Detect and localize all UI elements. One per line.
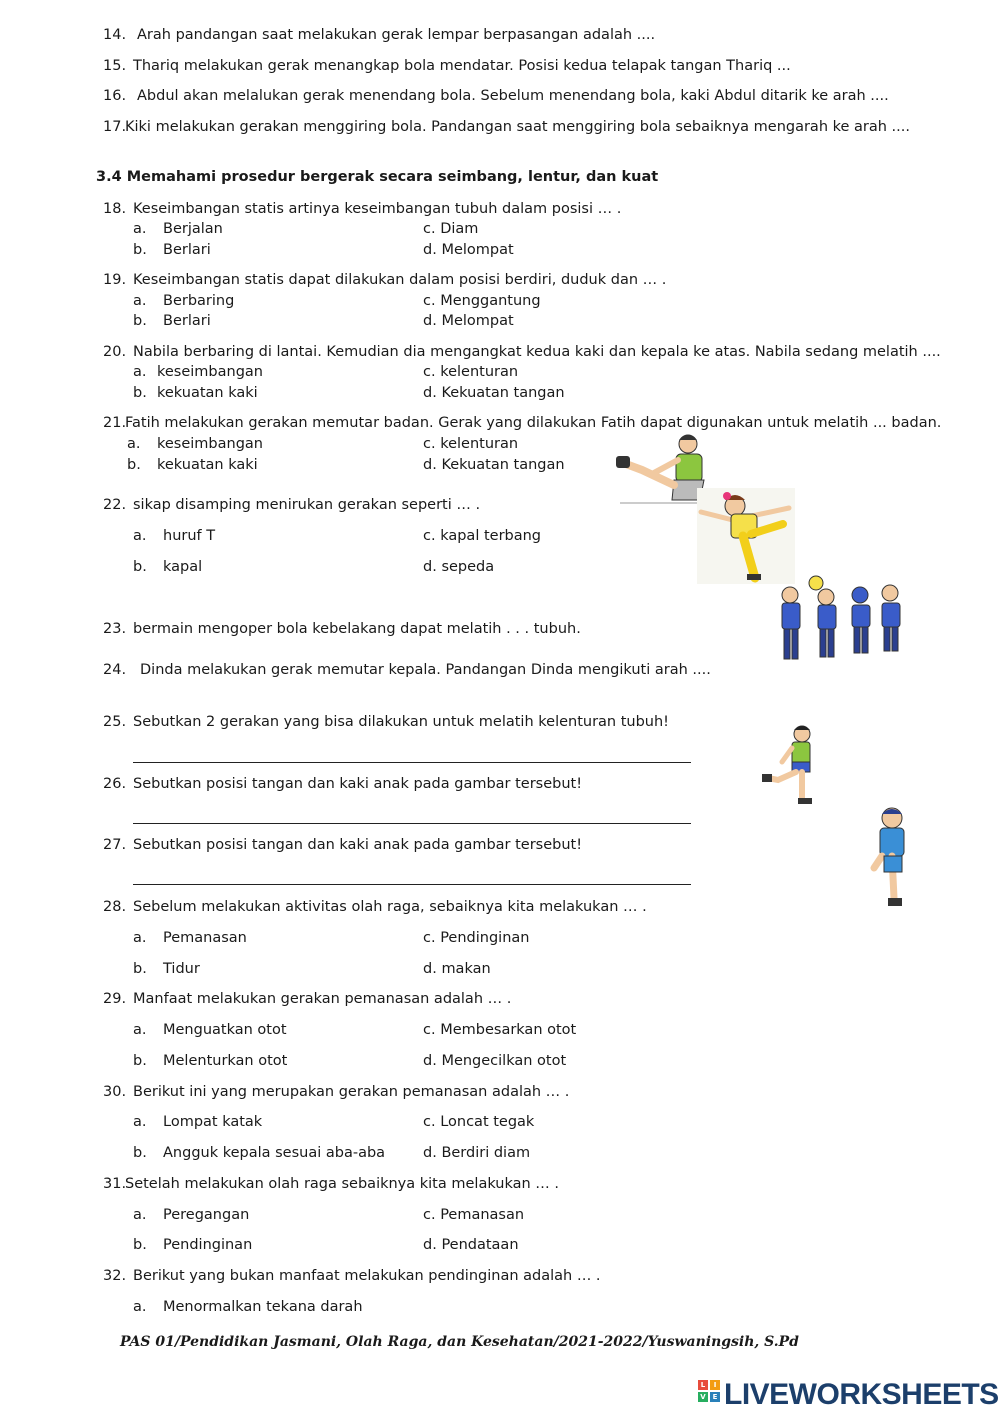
q15-text: Thariq melakukan gerak menangkap bola mendatar. Posisi kedua telapak tangan Thariq ... xyxy=(133,58,791,74)
section-title: 3.4 Memahami prosedur bergerak secara seimbang, lentur, dan kuat xyxy=(96,169,659,185)
q29-number: 29. xyxy=(103,991,127,1007)
q20-option-c[interactable]: c. kelenturan xyxy=(423,364,519,380)
logo-square-orange: I xyxy=(710,1380,720,1390)
q21-option-a-letter: a. xyxy=(127,436,141,452)
q30-option-b-letter: b. xyxy=(133,1145,147,1161)
q29-option-c[interactable]: c. Membesarkan otot xyxy=(423,1022,577,1038)
q30-option-b[interactable]: Angguk kepala sesuai aba-aba xyxy=(163,1145,386,1161)
q30-number: 30. xyxy=(103,1084,127,1100)
standing-leg-raise-illustration xyxy=(760,724,820,806)
q22-option-b-letter: b. xyxy=(133,559,147,575)
q31-option-b-letter: b. xyxy=(133,1237,147,1253)
q17-text: Kiki melakukan gerakan menggiring bola. Pandangan saat menggiring bola sebaiknya mengarah ke arah .... xyxy=(125,119,910,135)
q28-option-d[interactable]: d. makan xyxy=(423,961,491,977)
q16-text: Abdul akan melalukan gerak menendang bola. Sebelum menendang bola, kaki Abdul ditarik ke arah .... xyxy=(137,88,889,104)
q22-option-a[interactable]: huruf T xyxy=(163,528,216,544)
q19-text: Keseimbangan statis dapat dilakukan dalam posisi berdiri, duduk dan … . xyxy=(133,272,667,288)
passing-ball-group-illustration xyxy=(776,575,910,667)
q27-text: Sebutkan posisi tangan dan kaki anak pada gambar tersebut! xyxy=(133,837,583,853)
q18-option-a[interactable]: Berjalan xyxy=(163,221,223,237)
q19-option-a-letter: a. xyxy=(133,293,147,309)
q25-number: 25. xyxy=(103,714,127,730)
logo-square-red: L xyxy=(698,1380,708,1390)
q19-option-b[interactable]: Berlari xyxy=(163,313,211,329)
q31-option-a[interactable]: Peregangan xyxy=(163,1207,250,1223)
q18-option-b[interactable]: Berlari xyxy=(163,242,211,258)
q20-option-b-letter: b. xyxy=(133,385,147,401)
airplane-pose-illustration xyxy=(697,488,795,584)
q14-text: Arah pandangan saat melakukan gerak lempar berpasangan adalah .... xyxy=(137,27,656,43)
q20-option-a-letter: a. xyxy=(133,364,147,380)
q31-number: 31. xyxy=(103,1176,127,1192)
q30-option-a[interactable]: Lompat katak xyxy=(163,1114,263,1130)
q29-option-b-letter: b. xyxy=(133,1053,147,1069)
q22-option-c[interactable]: c. kapal terbang xyxy=(423,528,542,544)
q28-number: 28. xyxy=(103,899,127,915)
q18-text: Keseimbangan statis artinya keseimbangan tubuh dalam posisi … . xyxy=(133,201,622,217)
q30-option-a-letter: a. xyxy=(133,1114,147,1130)
q28-option-c[interactable]: c. Pendinginan xyxy=(423,930,530,946)
q27-answer-line[interactable] xyxy=(133,884,691,885)
q23-number: 23. xyxy=(103,621,127,637)
q22-text: sikap disamping menirukan gerakan seperti … . xyxy=(133,497,481,513)
q30-option-d[interactable]: d. Berdiri diam xyxy=(423,1145,531,1161)
q29-option-d[interactable]: d. Mengecilkan otot xyxy=(423,1053,567,1069)
q29-option-a-letter: a. xyxy=(133,1022,147,1038)
q31-option-b[interactable]: Pendinginan xyxy=(163,1237,253,1253)
logo-square-green: V xyxy=(698,1392,708,1402)
q25-text: Sebutkan 2 gerakan yang bisa dilakukan untuk melatih kelenturan tubuh! xyxy=(133,714,669,730)
q21-option-c[interactable]: c. kelenturan xyxy=(423,436,519,452)
q19-option-d[interactable]: d. Melompat xyxy=(423,313,514,329)
q28-option-a-letter: a. xyxy=(133,930,147,946)
q26-text: Sebutkan posisi tangan dan kaki anak pada gambar tersebut! xyxy=(133,776,583,792)
q28-option-b-letter: b. xyxy=(133,961,147,977)
q28-option-b[interactable]: Tidur xyxy=(163,961,200,977)
q19-number: 19. xyxy=(103,272,127,288)
q22-number: 22. xyxy=(103,497,127,513)
q22-option-d[interactable]: d. sepeda xyxy=(423,559,495,575)
q32-text: Berikut yang bukan manfaat melakukan pendinginan adalah … . xyxy=(133,1268,601,1284)
logo-square-blue: E xyxy=(710,1392,720,1402)
q16-number: 16. xyxy=(103,88,127,104)
q21-option-b[interactable]: kekuatan kaki xyxy=(157,457,258,473)
q31-option-d[interactable]: d. Pendataan xyxy=(423,1237,519,1253)
q21-option-a[interactable]: keseimbangan xyxy=(157,436,263,452)
q19-option-c[interactable]: c. Menggantung xyxy=(423,293,541,309)
liveworksheets-logo[interactable] xyxy=(698,1378,998,1414)
q22-option-a-letter: a. xyxy=(133,528,147,544)
q20-option-d[interactable]: d. Kekuatan tangan xyxy=(423,385,565,401)
q19-option-a[interactable]: Berbaring xyxy=(163,293,235,309)
q18-option-b-letter: b. xyxy=(133,242,147,258)
q23-text: bermain mengoper bola kebelakang dapat melatih . . . tubuh. xyxy=(133,621,581,637)
q31-text: Setelah melakukan olah raga sebaiknya kita melakukan … . xyxy=(125,1176,560,1192)
q28-option-a[interactable]: Pemanasan xyxy=(163,930,247,946)
q29-option-a[interactable]: Menguatkan otot xyxy=(163,1022,287,1038)
q19-option-b-letter: b. xyxy=(133,313,147,329)
logo-text: LIVEWORKSHEETS xyxy=(724,1378,999,1411)
q31-option-c[interactable]: c. Pemanasan xyxy=(423,1207,525,1223)
q21-text: Fatih melakukan gerakan memutar badan. Gerak yang dilakukan Fatih dapat digunakan untuk melatih ... badan. xyxy=(125,415,942,431)
q28-text: Sebelum melakukan aktivitas olah raga, sebaiknya kita melakukan … . xyxy=(133,899,647,915)
q27-number: 27. xyxy=(103,837,127,853)
footer-text: PAS 01/Pendidikan Jasmani, Olah Raga, dan Kesehatan/2021-2022/Yuswaningsih, S.Pd xyxy=(120,1334,799,1350)
q30-text: Berikut ini yang merupakan gerakan pemanasan adalah … . xyxy=(133,1084,570,1100)
q25-answer-line[interactable] xyxy=(133,762,691,763)
q20-number: 20. xyxy=(103,344,127,360)
q30-option-c[interactable]: c. Loncat tegak xyxy=(423,1114,535,1130)
q22-option-b[interactable]: kapal xyxy=(163,559,203,575)
q21-option-b-letter: b. xyxy=(127,457,141,473)
q26-number: 26. xyxy=(103,776,127,792)
q21-number: 21. xyxy=(103,415,127,431)
q32-number: 32. xyxy=(103,1268,127,1284)
q14-number: 14. xyxy=(103,27,127,43)
q17-number: 17. xyxy=(103,119,127,135)
q32-option-a[interactable]: Menormalkan tekana darah xyxy=(163,1299,363,1315)
q20-text: Nabila berbaring di lantai. Kemudian dia mengangkat kedua kaki dan kepala ke atas. Nabila sedang melatih .... xyxy=(133,344,941,360)
q20-option-a[interactable]: keseimbangan xyxy=(157,364,263,380)
q24-text: Dinda melakukan gerak memutar kepala. Pandangan Dinda mengikuti arah .... xyxy=(140,662,711,678)
q21-option-d[interactable]: d. Kekuatan tangan xyxy=(423,457,565,473)
q31-option-a-letter: a. xyxy=(133,1207,147,1223)
q29-option-b[interactable]: Melenturkan otot xyxy=(163,1053,288,1069)
q20-option-b[interactable]: kekuatan kaki xyxy=(157,385,258,401)
q29-text: Manfaat melakukan gerakan pemanasan adalah … . xyxy=(133,991,512,1007)
q15-number: 15. xyxy=(103,58,127,74)
knee-hug-illustration xyxy=(866,806,910,910)
q18-option-c[interactable]: c. Diam xyxy=(423,221,479,237)
q24-number: 24. xyxy=(103,662,127,678)
q18-number: 18. xyxy=(103,201,127,217)
q32-option-a-letter: a. xyxy=(133,1299,147,1315)
q18-option-a-letter: a. xyxy=(133,221,147,237)
q26-answer-line[interactable] xyxy=(133,823,691,824)
q18-option-d[interactable]: d. Melompat xyxy=(423,242,514,258)
